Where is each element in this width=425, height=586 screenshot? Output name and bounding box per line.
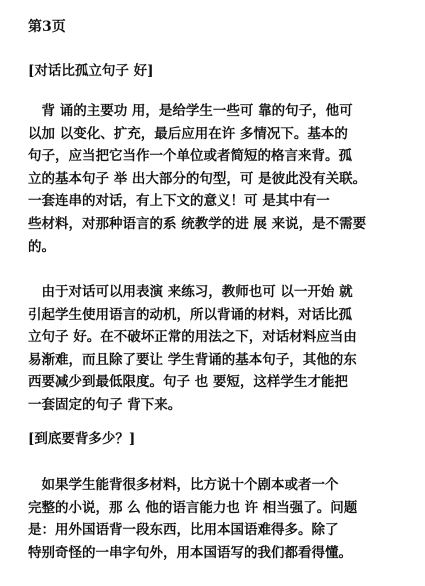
paragraph-recitation-purpose bbox=[28, 100, 403, 258]
text-line: 立句子 好。在不破坏正常的用法之下，对话材料应当由 bbox=[28, 329, 357, 346]
text-line: 些材料，对那种语言的系 统教学的进 展 来说，是不需要 bbox=[28, 215, 367, 232]
text-line: 完整的小说，那 么 他的语言能力也 许 相当强了。问题 bbox=[28, 499, 358, 516]
text-line: 的。 bbox=[28, 238, 55, 255]
text-line: 句子，应当把它当作一个单位或者简短的格言来背。孤 bbox=[28, 148, 352, 165]
text-line: 特别奇怪的一串字句外，用本国语写的我们都看得懂。 bbox=[28, 544, 352, 561]
section-heading-dialogue: [对话比孤立句子 好] bbox=[28, 63, 154, 79]
page-number: 第3页 bbox=[28, 19, 66, 35]
section-heading-how-much: [到底要背多少？] bbox=[28, 431, 136, 447]
text-line: 以加 以变化、扩充，最后应用在许 多情况下。基本的 bbox=[28, 125, 348, 142]
text-line: 一套连串的对话，有上下文的意义！可 是其中有一 bbox=[28, 193, 330, 210]
text-line: 西要减少到最低限度。句子 也 要短，这样学生才能把 bbox=[28, 374, 348, 391]
text-line: 背 诵的主要功 用，是给学生一些可 靠的句子，他可 bbox=[28, 103, 353, 119]
text-line: 是：用外国语背一段东西，比用本国语难得多。除了 bbox=[28, 522, 339, 539]
text-line: 由于对话可以用表演 来练习，教师也可 以一开始 就 bbox=[28, 284, 353, 300]
text-line: 一套固定的句子 背下来。 bbox=[28, 396, 182, 413]
text-line: 引起学生使用语言的动机，所以背诵的材料，对话比孤 bbox=[28, 306, 352, 323]
text-line: 立的基本句子 举 出大部分的句型，可 是彼此没有关联。 bbox=[28, 170, 367, 187]
text-line: 如果学生能背很多材料，比方说十个剧本或者一个 bbox=[28, 477, 339, 493]
paragraph-dialogue-practice bbox=[28, 281, 403, 417]
text-line: 易渐难，而且除了要让 学生背诵的基本句子，其他的东 bbox=[28, 351, 357, 368]
paragraph-memorize-amount bbox=[28, 474, 403, 564]
